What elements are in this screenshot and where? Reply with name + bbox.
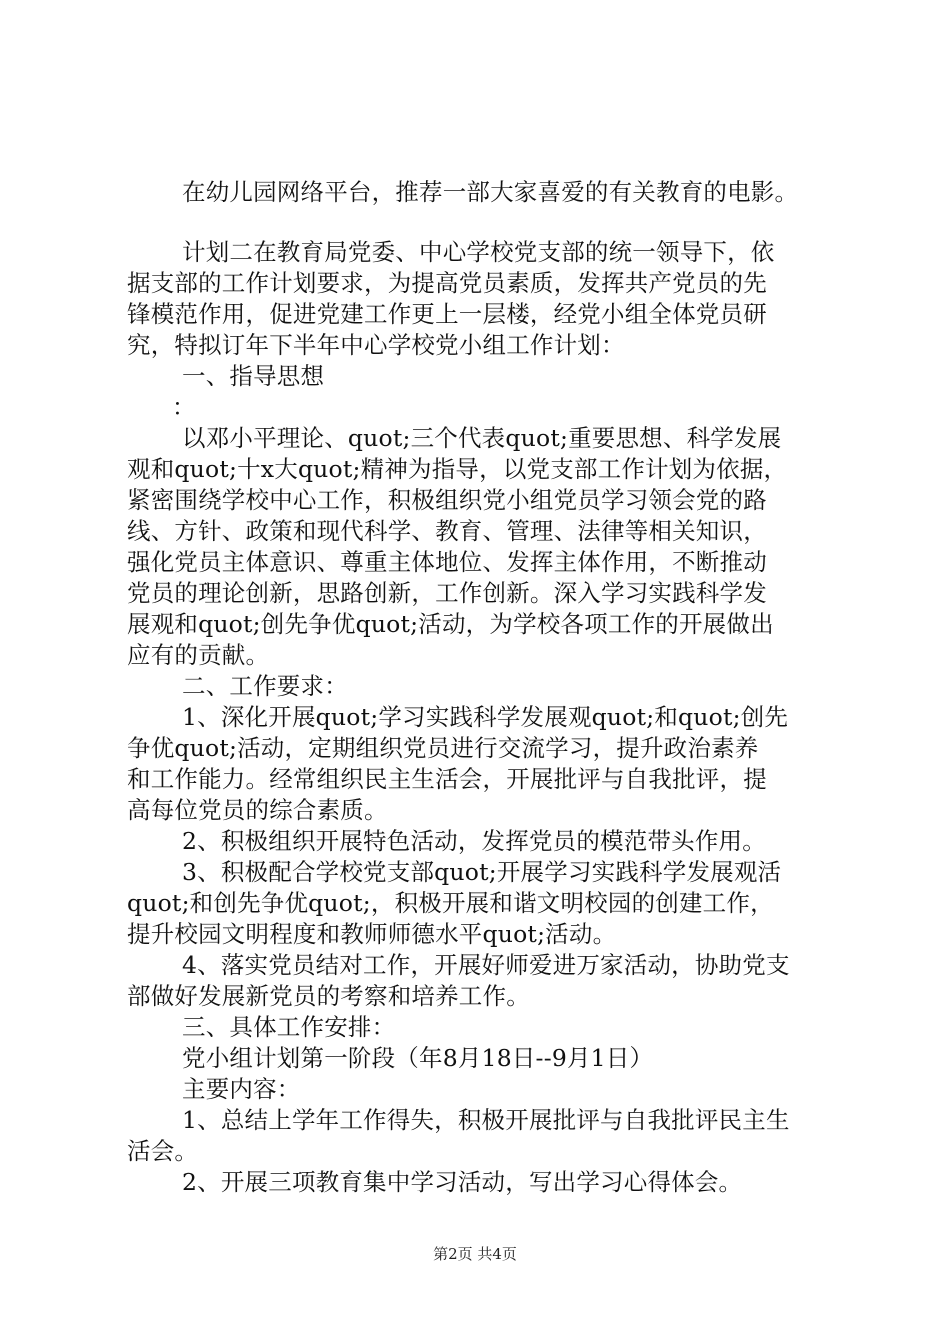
text-line: 1、总结上学年工作得失，积极开展批评与自我批评民主生 [182, 1106, 790, 1134]
text-line: 党小组计划第一阶段（年8月18日--9月1日） [182, 1044, 654, 1072]
text-line: 2、开展三项教育集中学习活动，写出学习心得体会。 [182, 1168, 743, 1196]
text-line: 据支部的工作计划要求，为提高党员素质，发挥共产党员的先 [127, 269, 767, 297]
text-line: ： [172, 393, 196, 421]
text-line: 高每位党员的综合素质。 [127, 796, 388, 824]
section-heading: 二、工作要求： [182, 672, 348, 700]
text-line: 部做好发展新党员的考察和培养工作。 [127, 982, 530, 1010]
text-line: 强化党员主体意识、尊重主体地位、发挥主体作用，不断推动 [127, 548, 767, 576]
text-line: 计划二在教育局党委、中心学校党支部的统一领导下，依 [182, 238, 775, 266]
text-line: 3、积极配合学校党支部quot;开展学习实践科学发展观活 [182, 858, 782, 886]
text-line: 锋模范作用，促进党建工作更上一层楼，经党小组全体党员研 [127, 300, 767, 328]
text-line: 4、落实党员结对工作，开展好师爱进万家活动，协助党支 [182, 951, 790, 979]
text-line: 以邓小平理论、quot;三个代表quot;重要思想、科学发展 [182, 424, 782, 452]
text-line: 和工作能力。经常组织民主生活会，开展批评与自我批评，提 [127, 765, 767, 793]
text-line: 究，特拟订年下半年中心学校党小组工作计划： [127, 331, 625, 359]
text-line: 活会。 [127, 1137, 199, 1165]
text-line: 紧密围绕学校中心工作，积极组织党小组党员学习领会党的路 [127, 486, 767, 514]
text-line: 展观和quot;创先争优quot;活动，为学校各项工作的开展做出 [127, 610, 774, 638]
text-line: 应有的贡献。 [127, 641, 270, 669]
text-line: 争优quot;活动，定期组织党员进行交流学习，提升政治素养 [127, 734, 759, 762]
text-line: 2、积极组织开展特色活动，发挥党员的模范带头作用。 [182, 827, 766, 855]
text-line: 观和quot;十x大quot;精神为指导，以党支部工作计划为依据， [127, 455, 788, 483]
page-footer: 第2页 共4页 [433, 1245, 517, 1263]
section-heading: 一、指导思想 [182, 362, 325, 390]
text-line: 提升校园文明程度和教师师德水平quot;活动。 [127, 920, 617, 948]
section-heading: 三、具体工作安排： [182, 1013, 396, 1041]
text-line: quot;和创先争优quot;，积极开展和谐文明校园的创建工作， [127, 889, 774, 917]
text-line: 党员的理论创新，思路创新，工作创新。深入学习实践科学发 [127, 579, 767, 607]
text-line: 1、深化开展quot;学习实践科学发展观quot;和quot;创先 [182, 703, 789, 731]
text-line: 在幼儿园网络平台，推荐一部大家喜爱的有关教育的电影。 [182, 178, 799, 206]
text-line: 线、方针、政策和现代科学、教育、管理、法律等相关知识， [127, 517, 767, 545]
text-line: 主要内容： [182, 1075, 301, 1103]
